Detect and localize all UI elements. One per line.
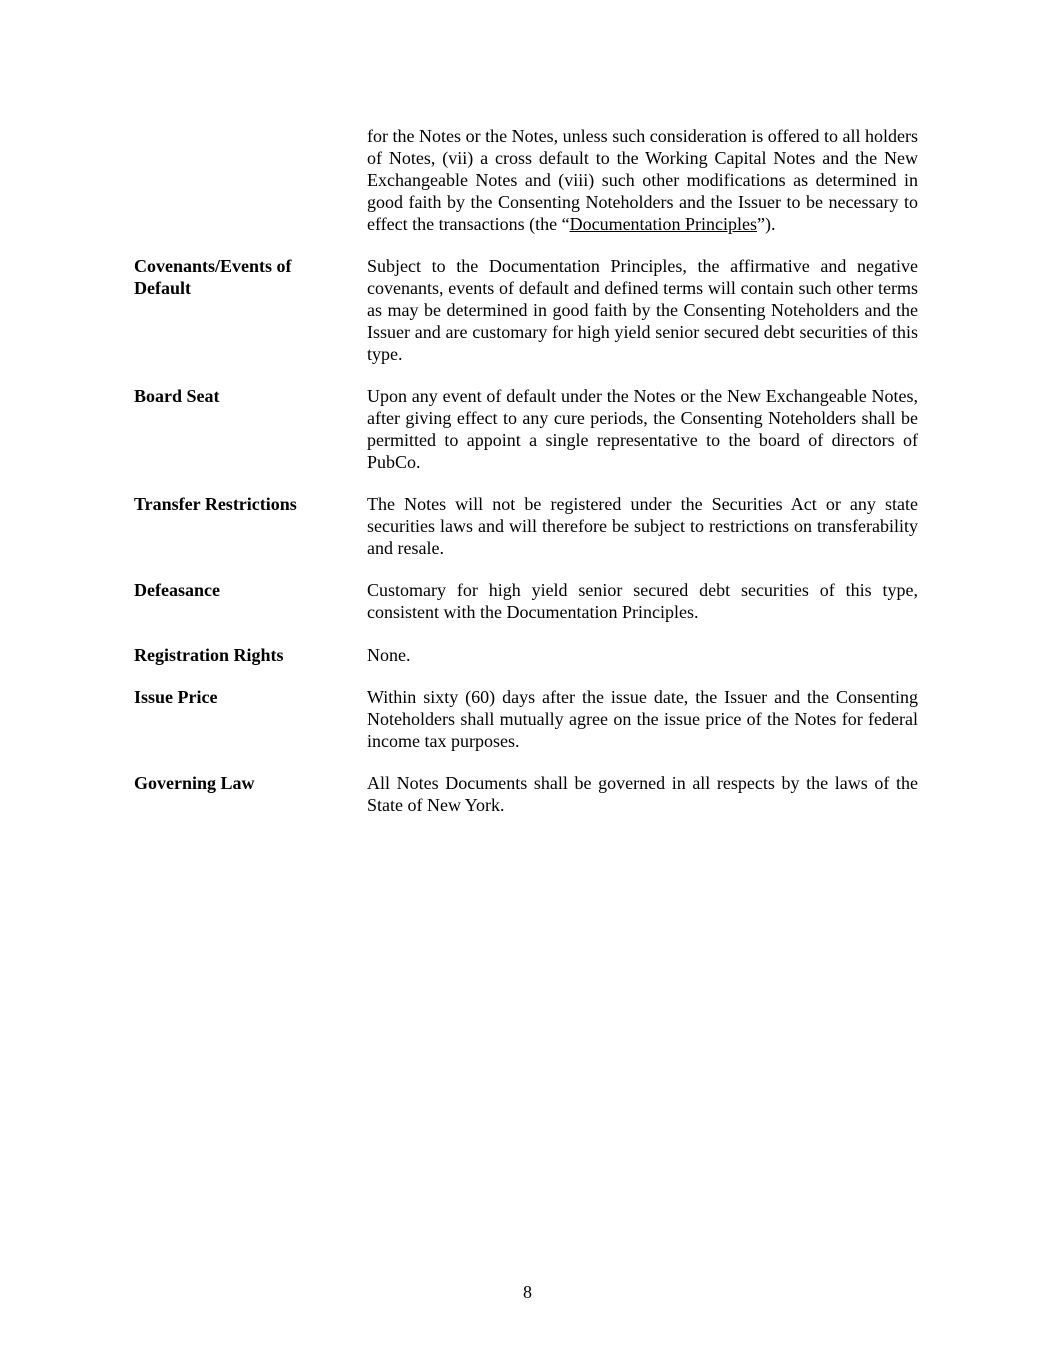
term-label: Governing Law: [134, 773, 255, 793]
term-label: Transfer Restrictions: [134, 494, 297, 514]
term-text: None.: [367, 645, 411, 665]
term-label: Covenants/Events of Default: [134, 256, 292, 298]
intro-text-before: for the Notes or the Notes, unless such consideration is offered to all holders of Notes, (vii) a cross default to the Working Capital Notes and the New Exchangeable Notes and (viii) such other modifications as determined in good faith by the Consenting Noteholders and the Issuer to be necessary to effect the transactions (the “: [367, 126, 918, 234]
term-text: Customary for high yield senior secured debt securities of this type, consistent with the Documentation Principles.: [367, 580, 918, 622]
term-label: Defeasance: [134, 580, 220, 600]
term-text: All Notes Documents shall be governed in all respects by the laws of the State of New York.: [367, 773, 918, 815]
intro-paragraph: [367, 125, 918, 235]
defined-term-documentation-principles: Documentation Principles: [569, 214, 758, 234]
term-text: Upon any event of default under the Notes or the New Exchangeable Notes, after giving effect to any cure periods, the Consenting Noteholders shall be permitted to appoint a single representative to the board of directors of PubCo.: [367, 386, 918, 472]
term-text: The Notes will not be registered under the Securities Act or any state securities laws and will therefore be subject to restrictions on transferability and resale.: [367, 494, 918, 558]
page-number: 8: [523, 1282, 532, 1302]
term-text: Within sixty (60) days after the issue date, the Issuer and the Consenting Noteholders shall mutually agree on the issue price of the Notes for federal income tax purposes.: [367, 687, 918, 751]
term-text: Subject to the Documentation Principles, the affirmative and negative covenants, events of default and defined terms will contain such other terms as may be determined in good faith by the Consenting Noteholders and the Issuer and are customary for high yield senior secured debt securities of this type.: [367, 256, 918, 364]
term-label: Registration Rights: [134, 645, 284, 665]
term-label: Issue Price: [134, 687, 218, 707]
term-label: Board Seat: [134, 386, 220, 406]
intro-text-after: ”).: [757, 214, 776, 234]
